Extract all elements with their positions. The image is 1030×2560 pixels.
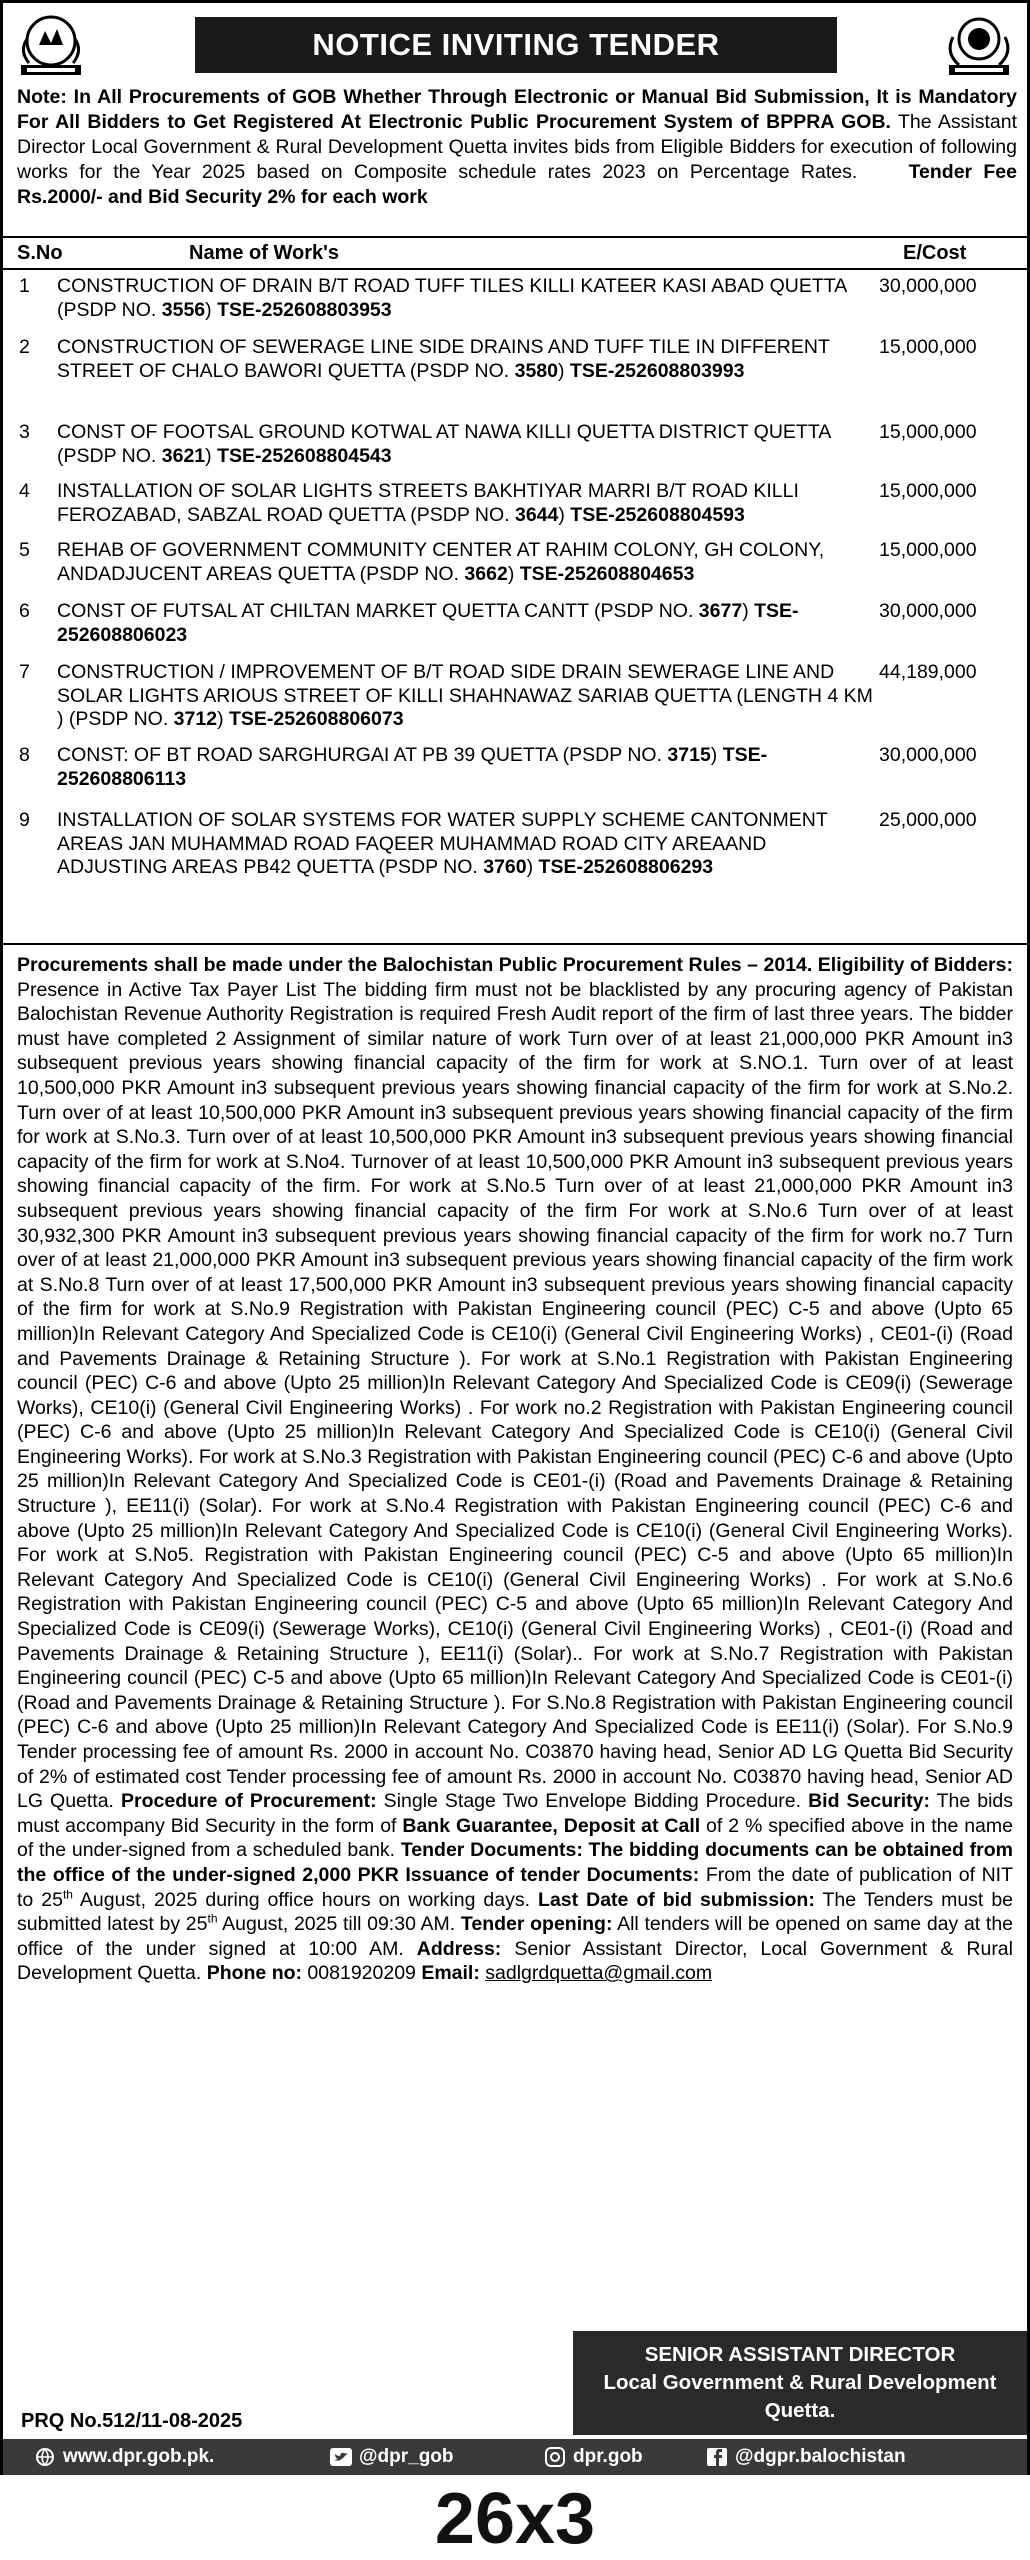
work-name: REHAB OF GOVERNMENT COMMUNITY CENTER AT RAHIM COLONY, GH COLONY, ANDADJUCENT AREAS QUETTA (PSDP NO.: [57, 539, 825, 585]
estimated-cost: 15,000,000: [879, 421, 977, 443]
superscript-th: th: [207, 1911, 218, 1926]
tse-number: TSE-252608806293: [538, 856, 714, 878]
work-description: [57, 275, 877, 322]
work-description: [57, 539, 877, 586]
superscript-th: th: [62, 1887, 73, 1902]
work-name: INSTALLATION OF SOLAR LIGHTS STREETS BAKHTIYAR MARRI B/T ROAD KILLI FEROZABAD, SABZAL ROAD QUETTA (PSDP NO.: [57, 480, 799, 526]
bid-security-form: Bank Guarantee, Deposit at Call: [402, 1814, 701, 1837]
footer-facebook[interactable]: [705, 2439, 906, 2475]
bid-security-label: Bid Security:: [808, 1790, 930, 1813]
work-description: [57, 480, 877, 527]
estimated-cost: 15,000,000: [879, 480, 977, 502]
tse-number: TSE-252608806073: [228, 708, 404, 730]
paren: ): [558, 503, 571, 526]
paren: ): [742, 600, 755, 622]
work-name: CONST: OF BT ROAD SARGHURGAI AT PB 39 QUETTA (PSDP NO.: [57, 744, 668, 766]
address-label: Address:: [416, 1937, 502, 1960]
note-text: The Assistant Director Local Government & Rural Development Quetta invites bids from Eligible Bidders for execution of following works for the Year 2025 based on Composite schedule rates 2023 on Percentage Rates.: [17, 111, 1018, 183]
work-name: CONSTRUCTION OF SEWERAGE LINE SIDE DRAINS AND TUFF TILE IN DIFFERENT STREET OF CHALO BAWORI QUETTA (PSDP NO.: [57, 336, 830, 382]
procedure-label: Procedure of Procurement:: [121, 1790, 377, 1813]
footer-instagram-label: dpr.gob: [573, 2446, 643, 2467]
estimated-cost: 30,000,000: [879, 744, 977, 766]
last-date-text2: August, 2025 till 09:30 AM.: [217, 1913, 461, 1936]
twitter-icon: [329, 2447, 353, 2467]
bidder-registration-note: [17, 85, 1017, 210]
globe-icon: [33, 2447, 57, 2467]
paren: ): [205, 298, 218, 321]
work-name: INSTALLATION OF SOLAR SYSTEMS FOR WATER SUPPLY SCHEME CANTONMENT AREAS JAN MUHAMMAD ROAD FAQEER MUHAMMAD ROAD CITY AREAAND ADJUSTING AREAS PB42 QUETTA (PSDP NO.: [57, 809, 828, 878]
tender-opening-label: Tender opening:: [460, 1913, 613, 1936]
procedure-text: Single Stage Two Envelope Bidding Procedure.: [376, 1790, 809, 1813]
row-number: 1: [19, 275, 30, 297]
address-text: Senior Assistant Director, Local Government & Rural Development Quetta.: [17, 1937, 1013, 1985]
balochistan-emblem-icon: [11, 9, 91, 81]
bid-security-text: The bids must accompany Bid Security in the form of: [17, 1790, 1013, 1837]
paren: ): [526, 856, 539, 878]
estimated-cost: 15,000,000: [879, 336, 977, 358]
work-name: CONST OF FUTSAL AT CHILTAN MARKET QUETTA CANTT (PSDP NO.: [57, 600, 699, 622]
tender-opening-text: All tenders will be opened on same day at the office of the under signed at 10:00 AM.: [17, 1913, 1014, 1960]
row-number: 9: [19, 809, 30, 831]
work-description: [57, 809, 877, 880]
work-description: [57, 744, 877, 791]
procurement-rules: [3, 943, 1027, 1986]
tse-number: TSE-252608806113: [57, 744, 768, 790]
estimated-cost: 30,000,000: [879, 275, 977, 297]
row-number: 7: [19, 661, 30, 683]
email-label: Email:: [421, 1962, 480, 1985]
row-number: 6: [19, 600, 30, 622]
header-sno: S.No: [17, 242, 63, 264]
note-bold: Note: In All Procurements of GOB Whether Through Electronic or Manual Bid Submission, It is Mandatory For All Bidders to Get Registered At Electronic Public Procurement System of BPPRA GOB.: [17, 86, 1017, 133]
work-name: CONSTRUCTION OF DRAIN B/T ROAD TUFF TILES KILLI KATEER KASI ABAD QUETTA (PSDP NO.: [57, 275, 847, 321]
paren: ): [507, 562, 520, 585]
paren: ): [217, 708, 229, 730]
signatory-city: Quetta.: [764, 2399, 836, 2422]
tender-documents-text2: August, 2025 during office hours on working days.: [72, 1888, 539, 1911]
instagram-icon: [543, 2447, 567, 2467]
tender-fee: Tender Fee Rs.2000/- and Bid Security 2% for each work: [17, 161, 1017, 208]
signatory-title: SENIOR ASSISTANT DIRECTOR: [644, 2343, 956, 2366]
rules-heading: Procurements shall be made under the Balochistan Public Procurement Rules – 2014. Eligibility of Bidders:: [17, 954, 1013, 976]
ad-size-label: 26x3: [434, 2479, 596, 2559]
bid-security-text2: of 2 % specified above in the name of the under-signed from a scheduled bank.: [17, 1814, 1013, 1862]
phone-number: 0081920209: [302, 1962, 422, 1985]
footer-facebook-label: @dgpr.balochistan: [735, 2446, 906, 2467]
row-number: 3: [19, 421, 30, 443]
psdp-number: 3580: [514, 359, 558, 382]
tse-number: TSE-252608806023: [57, 600, 799, 646]
work-name: CONSTRUCTION / IMPROVEMENT OF B/T ROAD SIDE DRAIN SEWERAGE LINE AND SOLAR LIGHTS ARIOUS STREET OF KILLI SHAHNAWAZ SARIAB QUETTA (LENGTH 4 KM ) (PSDP NO.: [57, 661, 873, 730]
estimated-cost: 25,000,000: [879, 809, 977, 831]
paren: ): [205, 444, 218, 467]
page-title: NOTICE INVITING TENDER: [195, 17, 837, 73]
balochistan-emblem-icon: [939, 9, 1019, 81]
footer-web[interactable]: [33, 2439, 214, 2475]
works-table-header: [3, 236, 1027, 270]
work-description: [57, 421, 877, 468]
row-number: 4: [19, 480, 30, 502]
tse-number: TSE-252608803993: [569, 359, 745, 382]
psdp-number: 3644: [514, 503, 559, 526]
paren: ): [710, 744, 723, 766]
last-date-label: Last Date of bid submission:: [538, 1888, 815, 1911]
eligibility-text: Presence in Active Tax Payer List The bidding firm must not be blacklisted by any procuring agency of Pakistan Balochistan Revenue Authority Registration is required Fresh Audit report of the firm of last three years. The bidder must have completed 2 Assignment of similar nature of work Turn over of at least 21,000,000 PKR Amount in3 subsequent previous years showing financial capacity of the firm for work at S.NO.1. Turn over of at least 10,500,000 PKR Amount in3 subsequent previous years showing financial capacity of the firm for work at S.No.2. Turn over of at least 10,500,000 PKR Amount in3 subsequent previous years showing financial capacity of the firm for work at S.No.3. Turn over of at least 10,500,000 PKR Amount in3 subsequent previous years showing financial capacity of the firm for work at S.No4. Turnover of at least 10,500,000 PKR Amount in3 subsequent previous years showing financial capacity of the firm. For work at S.No.5 Turn over of at least 21,000,000 PKR Amount in3 subsequent previous years showing financial capacity of the firm For work at S.No.6 Turn over of at least 30,932,300 PKR Amount in3 subsequent previous years showing financial capacity of the firm for work no.7 Turn over of at least 21,000,000 PKR Amount in3 subsequent previous years showing financial capacity of the firm work at S.No.8 Turn over of at least 17,500,000 PKR Amount in3 subsequent previous years showing financial capacity of the firm for work at S.No.9 Registration with Pakistan Engineering council (PEC) C-5 and above (Upto 65 million)In Relevant Category And Specialized Code is CE10(i) (General Civil Engineering Works) , CE01-(i) (Road and Pavements Drainage & Retaining Structure ). For work at S.No.1 Registration with Pakistan Engineering council (PEC) C-6 and above (Upto 25 million)In Relevant Category And Specialized Code is CE09(i) (Sewerage Works), CE10(i) (General Civil Engineering Works) . For work no.2 Registration with Pakistan Engineering council (PEC) C-6 and above (Upto 25 million)In Relevant Category And Specialized Code is CE10(i) (General Civil Engineering Works). For work at S.No.3 Registration with Pakistan Engineering council (PEC) C-6 and above (Upto 25 million)In Relevant Category And Specialized Code is CE01-(i) (Road and Pavements Drainage & Retaining Structure ), EE11(i) (Solar). For work at S.No.4 Registration with Pakistan Engineering council (PEC) C-6 and above (Upto 25 million)In Relevant Category And Specialized Code is CE10(i) (General Civil Engineering Works). For work at S.No5. Registration with Pakistan Engineering council (PEC) C-5 and above (Upto 65 million)In Relevant Category And Specialized Code is CE10(i) (General Civil Engineering Works) . For work at S.No.6 Registration with Pakistan Engineering council (PEC) C-5 and above (Upto 65 million)In Relevant Category And Specialized Code is CE09(i) (Sewerage Works), CE10(i) (General Civil Engineering Works) , CE01-(i) (Road and Pavements Drainage & Retaining Structure ), EE11(i) (Solar).. For work at S.No.7 Registration with Pakistan Engineering council (PEC) C-5 and above (Upto 65 million)In Relevant Category And Specialized Code is CE01-(i) (Road and Pavements Drainage & Retaining Structure ). For S.No.8 Registration with Pakistan Engineering council (PEC) C-6 and above (Upto 25 million)In Relevant Category And Specialized Code is EE11(i) (Solar). For S.No.9 Tender processing fee of amount Rs. 2000 in account No. C03870 having head, Senior AD LG Quetta Bid Security of 2% of estimated cost Tender processing fee of amount Rs. 2000 in account No. C03870 having head, Senior AD LG Quetta.: [17, 978, 1013, 1813]
psdp-number: 3621: [161, 444, 206, 467]
last-date-text: The Tenders must be submitted latest by 25: [17, 1888, 1014, 1936]
row-number: 5: [19, 539, 30, 561]
work-description: [57, 600, 877, 647]
work-description: [57, 661, 877, 732]
facebook-icon: [705, 2447, 729, 2467]
work-description: [57, 336, 877, 383]
tse-number: TSE-252608804543: [217, 444, 392, 467]
phone-label: Phone no:: [206, 1962, 303, 1985]
paren: ): [557, 359, 570, 382]
estimated-cost: 15,000,000: [879, 539, 977, 561]
tse-number: TSE-252608803953: [217, 298, 392, 321]
tender-documents-text: From the date of publication of NIT to 25: [17, 1863, 1014, 1911]
work-name: CONST OF FOOTSAL GROUND KOTWAL AT NAWA KILLI QUETTA DISTRICT QUETTA (PSDP NO.: [57, 421, 831, 467]
psdp-number: 3677: [698, 600, 743, 622]
psdp-number: 3712: [173, 708, 218, 730]
tse-number: TSE-252608804593: [570, 503, 745, 526]
email-link[interactable]: sadlgrdquetta@gmail.com: [485, 1962, 713, 1985]
tse-number: TSE-252608804653: [519, 562, 695, 585]
header-cost: E/Cost: [903, 242, 967, 264]
psdp-number: 3760: [483, 856, 527, 878]
header-name: Name of Work's: [189, 242, 339, 264]
footer-web-label: www.dpr.gob.pk.: [63, 2446, 215, 2467]
signatory-department: Local Government & Rural Development: [603, 2371, 997, 2394]
psdp-number: 3662: [464, 562, 508, 585]
row-number: 2: [19, 336, 30, 358]
estimated-cost: 44,189,000: [879, 661, 977, 683]
notice-header: [3, 3, 1027, 83]
psdp-number: 3715: [667, 744, 711, 766]
footer-twitter-label: @dpr_gob: [359, 2446, 454, 2467]
footer-instagram[interactable]: [543, 2439, 643, 2475]
estimated-cost: 30,000,000: [879, 600, 977, 622]
signature-block: [573, 2331, 1027, 2435]
footer-twitter[interactable]: [329, 2439, 454, 2475]
social-footer: [3, 2439, 1027, 2475]
psdp-number: 3556: [161, 298, 206, 321]
prq-number: PRQ No.512/11-08-2025: [21, 2410, 243, 2432]
row-number: 8: [19, 744, 30, 766]
tender-documents-label: Tender Documents: The bidding documents can be obtained from the office of the under-signed 2,000 PKR Issuance of tender Documents:: [17, 1839, 1013, 1886]
